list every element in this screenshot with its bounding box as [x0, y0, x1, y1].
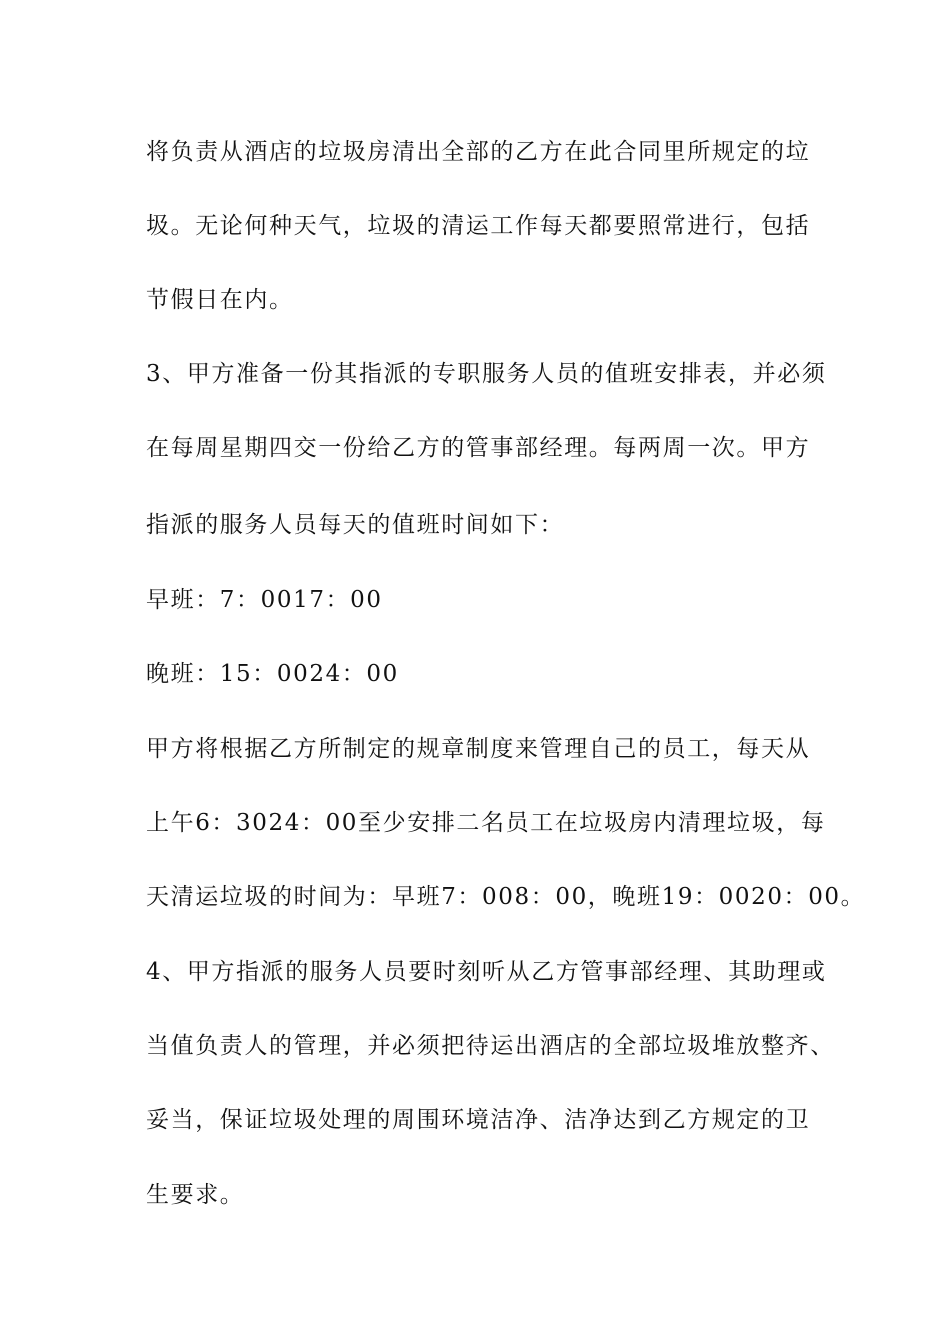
schedule-line: 晚班：15：0024：00: [146, 661, 399, 687]
schedule-line: 早班：7：0017：00: [146, 587, 383, 613]
paragraph-line: 将负责从酒店的垃圾房清出全部的乙方在此合同里所规定的垃: [146, 139, 811, 165]
paragraph-line: 指派的服务人员每天的值班时间如下：: [146, 512, 565, 538]
paragraph-line: 妥当，保证垃圾处理的周围环境洁净、洁净达到乙方规定的卫: [146, 1107, 811, 1133]
paragraph-line: 当值负责人的管理，并必须把待运出酒店的全部垃圾堆放整齐、: [146, 1033, 835, 1059]
paragraph-line: 圾。无论何种天气，垃圾的清运工作每天都要照常进行，包括: [146, 213, 811, 239]
paragraph-line: 上午6：3024：00至少安排二名员工在垃圾房内清理垃圾，每: [146, 810, 826, 836]
paragraph-line: 天清运垃圾的时间为：早班7：008：00，晚班19：0020：00。: [146, 884, 866, 910]
paragraph-line: 甲方将根据乙方所制定的规章制度来管理自己的员工，每天从: [146, 736, 811, 762]
paragraph-line: 生要求。: [146, 1182, 245, 1208]
paragraph-line: 节假日在内。: [146, 287, 294, 313]
paragraph-line: 3、甲方准备一份其指派的专职服务人员的值班安排表，并必须: [146, 361, 827, 387]
paragraph-line: 4、甲方指派的服务人员要时刻听从乙方管事部经理、其助理或: [146, 959, 827, 985]
paragraph-line: 在每周星期四交一份给乙方的管事部经理。每两周一次。甲方: [146, 435, 811, 461]
